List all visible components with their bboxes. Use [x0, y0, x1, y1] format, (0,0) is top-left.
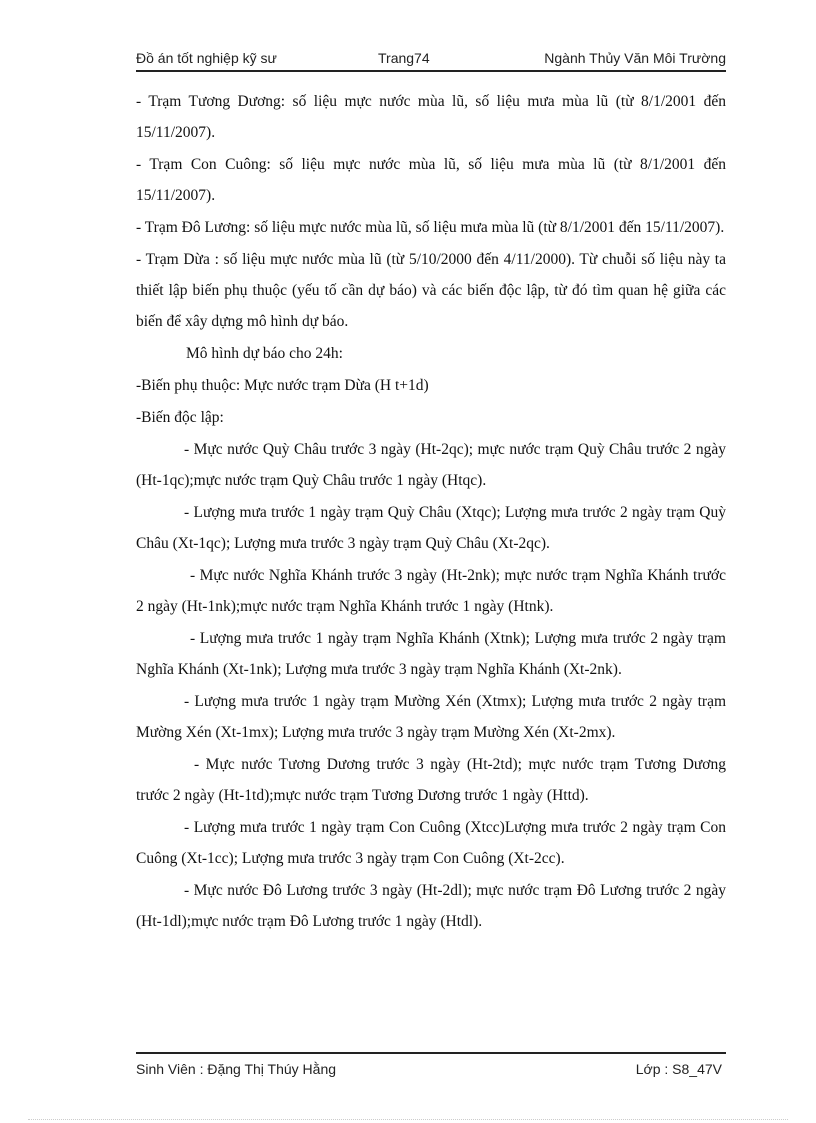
- header-department: Ngành Thủy Văn Môi Trường: [544, 50, 726, 66]
- page-body: [136, 86, 726, 938]
- model-heading: Mô hình dự báo cho 24h:: [186, 345, 343, 362]
- page-header: [136, 46, 726, 72]
- page-bottom-divider: [28, 1119, 788, 1120]
- variable-muong-xen-rain: - Lượng mưa trước 1 ngày trạm Mường Xén (Xtmx); Lượng mưa trước 2 ngày trạm Mường Xén (Xt-1mx); Lượng mưa trước 3 ngày trạm Mường Xén (Xt-2mx).: [136, 693, 726, 741]
- variable-quy-chau-level: - Mực nước Quỳ Châu trước 3 ngày (Ht-2qc); mực nước trạm Quỳ Châu trước 2 ngày (Ht-1qc);mực nước trạm Quỳ Châu trước 1 ngày (Htqc).: [136, 441, 726, 489]
- station-dua: - Trạm Dừa : số liệu mực nước mùa lũ (từ 5/10/2000 đến 4/11/2000). Từ chuỗi số liệu này ta thiết lập biến phụ thuộc (yếu tố cần dự báo) và các biến độc lập, từ đó tìm quan hệ giữa các biến để xây dựng mô hình dự báo.: [136, 251, 726, 330]
- variable-quy-chau-rain: - Lượng mưa trước 1 ngày trạm Quỳ Châu (Xtqc); Lượng mưa trước 2 ngày trạm Quỳ Châu (Xt-1qc); Lượng mưa trước 3 ngày trạm Quỳ Châu (Xt-2qc).: [136, 504, 726, 552]
- station-con-cuong: - Trạm Con Cuông: số liệu mực nước mùa lũ, số liệu mưa mùa lũ (từ 8/1/2001 đến 15/11/2007).: [136, 156, 726, 204]
- header-thesis-title: Đồ án tốt nghiệp kỹ sư: [136, 50, 277, 66]
- variable-tuong-duong-level: - Mực nước Tương Dương trước 3 ngày (Ht-2td); mực nước trạm Tương Dương trước 2 ngày (Ht-1td);mực nước trạm Tương Dương trước 1 ngày (Httd).: [136, 756, 726, 804]
- variable-nghia-khanh-rain: - Lượng mưa trước 1 ngày trạm Nghĩa Khánh (Xtnk); Lượng mưa trước 2 ngày trạm Nghĩa Khánh (Xt-1nk); Lượng mưa trước 3 ngày trạm Nghĩa Khánh (Xt-2nk).: [136, 630, 726, 678]
- station-tuong-duong: - Trạm Tương Dương: số liệu mực nước mùa lũ, số liệu mưa mùa lũ (từ 8/1/2001 đến 15/11/2007).: [136, 93, 726, 141]
- variable-nghia-khanh-level: - Mực nước Nghĩa Khánh trước 3 ngày (Ht-2nk); mực nước trạm Nghĩa Khánh trước 2 ngày (Ht-1nk);mực nước trạm Nghĩa Khánh trước 1 ngày (Htnk).: [136, 567, 726, 615]
- page-footer: [136, 1052, 726, 1084]
- variable-do-luong-level: - Mực nước Đô Lương trước 3 ngày (Ht-2dl); mực nước trạm Đô Lương trước 2 ngày (Ht-1dl);mực nước trạm Đô Lương trước 1 ngày (Htdl).: [136, 882, 726, 930]
- header-page-number: Trang74: [378, 50, 430, 66]
- dependent-variable: -Biến phụ thuộc: Mực nước trạm Dừa (H t+1d): [136, 377, 429, 394]
- variable-con-cuong-rain: - Lượng mưa trước 1 ngày trạm Con Cuông (Xtcc)Lượng mưa trước 2 ngày trạm Con Cuông (Xt-1cc); Lượng mưa trước 3 ngày trạm Con Cuông (Xt-2cc).: [136, 819, 726, 867]
- footer-class: Lớp : S8_47V: [635, 1061, 722, 1077]
- station-do-luong: - Trạm Đô Lương: số liệu mực nước mùa lũ, số liệu mưa mùa lũ (từ 8/1/2001 đến 15/11/2007).: [136, 219, 725, 236]
- footer-student-name: Sinh Viên : Đặng Thị Thúy Hằng: [136, 1061, 337, 1077]
- independent-variables-heading: -Biến độc lập:: [136, 409, 224, 426]
